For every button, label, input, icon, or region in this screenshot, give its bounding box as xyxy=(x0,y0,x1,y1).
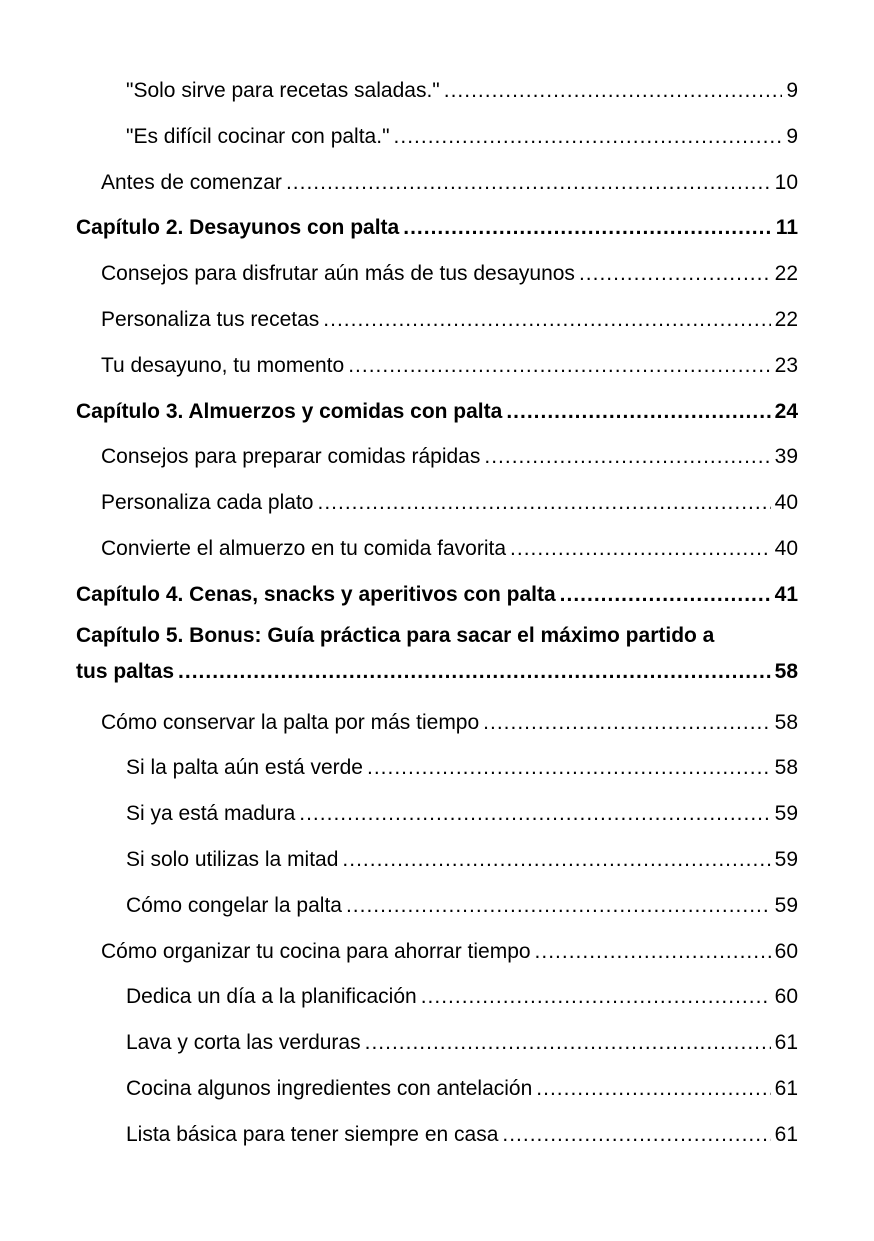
table-of-contents xyxy=(76,68,798,1158)
toc-entry-title: Cómo organizar tu cocina para ahorrar tiempo xyxy=(101,939,531,963)
toc-entry-page: 41 xyxy=(774,582,798,606)
dot-leader xyxy=(502,1112,770,1158)
toc-entry-page: 60 xyxy=(774,939,798,963)
dot-leader xyxy=(317,480,770,526)
dot-leader xyxy=(444,68,783,114)
toc-entry[interactable] xyxy=(76,480,798,526)
toc-chapter-entry[interactable] xyxy=(76,205,798,251)
toc-entry-page: 60 xyxy=(774,985,798,1009)
toc-entry-page: 23 xyxy=(774,353,798,377)
dot-leader xyxy=(579,251,771,297)
toc-entry[interactable] xyxy=(76,1020,798,1066)
toc-entry-title: Si ya está madura xyxy=(126,802,296,826)
toc-entry-title: Consejos para disfrutar aún más de tus desayunos xyxy=(101,262,575,286)
toc-entry-page: 59 xyxy=(774,893,798,917)
toc-entry-page: 22 xyxy=(774,262,798,286)
dot-leader xyxy=(510,526,771,572)
toc-entry[interactable] xyxy=(76,791,798,837)
toc-entry-page: 58 xyxy=(774,756,798,780)
dot-leader xyxy=(286,160,771,206)
toc-entry-title: tus paltas xyxy=(76,659,175,683)
toc-entry[interactable] xyxy=(76,929,798,975)
dot-leader xyxy=(421,974,771,1020)
toc-entry-title: Dedica un día a la planificación xyxy=(126,985,417,1009)
toc-entry-title: Si la palta aún está verde xyxy=(126,756,363,780)
toc-entry-page: 11 xyxy=(775,216,798,240)
toc-entry-page: 58 xyxy=(774,710,798,734)
toc-entry-title: Personaliza cada plato xyxy=(101,491,314,515)
toc-entry[interactable] xyxy=(76,1066,798,1112)
dot-leader xyxy=(178,654,771,690)
toc-entry-title: Tu desayuno, tu momento xyxy=(101,353,345,377)
toc-entry-title: Consejos para preparar comidas rápidas xyxy=(101,445,481,469)
dot-leader xyxy=(348,343,770,389)
toc-entry[interactable] xyxy=(76,114,798,160)
toc-entry-page: 58 xyxy=(774,659,798,683)
toc-entry-page: 61 xyxy=(774,1076,798,1100)
toc-entry[interactable] xyxy=(76,434,798,480)
dot-leader xyxy=(367,745,771,791)
dot-leader xyxy=(394,114,783,160)
toc-entry[interactable] xyxy=(76,160,798,206)
dot-leader xyxy=(342,837,770,883)
toc-entry[interactable] xyxy=(76,251,798,297)
toc-entry-page: 59 xyxy=(774,847,798,871)
dot-leader xyxy=(506,389,770,435)
dot-leader xyxy=(299,791,770,837)
toc-entry[interactable] xyxy=(76,837,798,883)
toc-entry[interactable] xyxy=(76,343,798,389)
toc-entry-title: "Es difícil cocinar con palta." xyxy=(126,124,390,148)
toc-entry-title: Capítulo 4. Cenas, snacks y aperitivos con palta xyxy=(76,582,556,606)
toc-entry[interactable] xyxy=(76,68,798,114)
toc-entry-title: Antes de comenzar xyxy=(101,170,282,194)
toc-entry[interactable] xyxy=(76,745,798,791)
toc-entry[interactable] xyxy=(76,1112,798,1158)
toc-entry-title: Lava y corta las verduras xyxy=(126,1031,361,1055)
dot-leader xyxy=(323,297,770,343)
toc-entry[interactable] xyxy=(76,526,798,572)
toc-entry-title: Cómo conservar la palta por más tiempo xyxy=(101,710,480,734)
toc-entry-page: 9 xyxy=(786,79,798,102)
dot-leader xyxy=(484,434,770,480)
toc-entry[interactable] xyxy=(76,974,798,1020)
toc-entry-page: 61 xyxy=(774,1122,798,1146)
dot-leader xyxy=(535,929,771,975)
dot-leader xyxy=(346,883,771,929)
toc-entry-title: Cocina algunos ingredientes con antelación xyxy=(126,1076,533,1100)
toc-entry-title: Convierte el almuerzo en tu comida favorita xyxy=(101,536,507,560)
toc-entry[interactable] xyxy=(76,297,798,343)
toc-entry[interactable] xyxy=(76,700,798,746)
toc-entry-title: Capítulo 3. Almuerzos y comidas con palta xyxy=(76,399,503,423)
toc-entry-title: Cómo congelar la palta xyxy=(126,893,342,917)
toc-entry-page: 24 xyxy=(774,399,798,423)
toc-entry-page: 40 xyxy=(774,491,798,515)
toc-entry[interactable] xyxy=(76,883,798,929)
toc-entry-page: 40 xyxy=(774,536,798,560)
dot-leader xyxy=(365,1020,771,1066)
toc-entry-title: Si solo utilizas la mitad xyxy=(126,847,339,871)
toc-entry-title: Capítulo 2. Desayunos con palta xyxy=(76,216,400,240)
dot-leader xyxy=(403,205,772,251)
toc-entry-title: Lista básica para tener siempre en casa xyxy=(126,1122,499,1146)
toc-entry-page: 59 xyxy=(774,802,798,826)
toc-entry-title: Personaliza tus recetas xyxy=(101,307,320,331)
dot-leader xyxy=(536,1066,770,1112)
dot-leader xyxy=(483,700,770,746)
dot-leader xyxy=(560,572,771,618)
toc-entry-page: 10 xyxy=(774,170,798,194)
toc-entry-title: "Solo sirve para recetas saladas." xyxy=(126,79,440,102)
toc-entry-page: 39 xyxy=(774,445,798,469)
toc-entry-page: 61 xyxy=(774,1031,798,1055)
toc-entry-title-line1: Capítulo 5. Bonus: Guía práctica para sacar el máximo partido a xyxy=(76,623,715,647)
toc-entry-page: 9 xyxy=(786,124,798,148)
toc-chapter-entry[interactable] xyxy=(76,389,798,435)
toc-chapter-entry[interactable] xyxy=(76,618,798,690)
toc-chapter-entry[interactable] xyxy=(76,572,798,618)
toc-entry-page: 22 xyxy=(774,307,798,331)
